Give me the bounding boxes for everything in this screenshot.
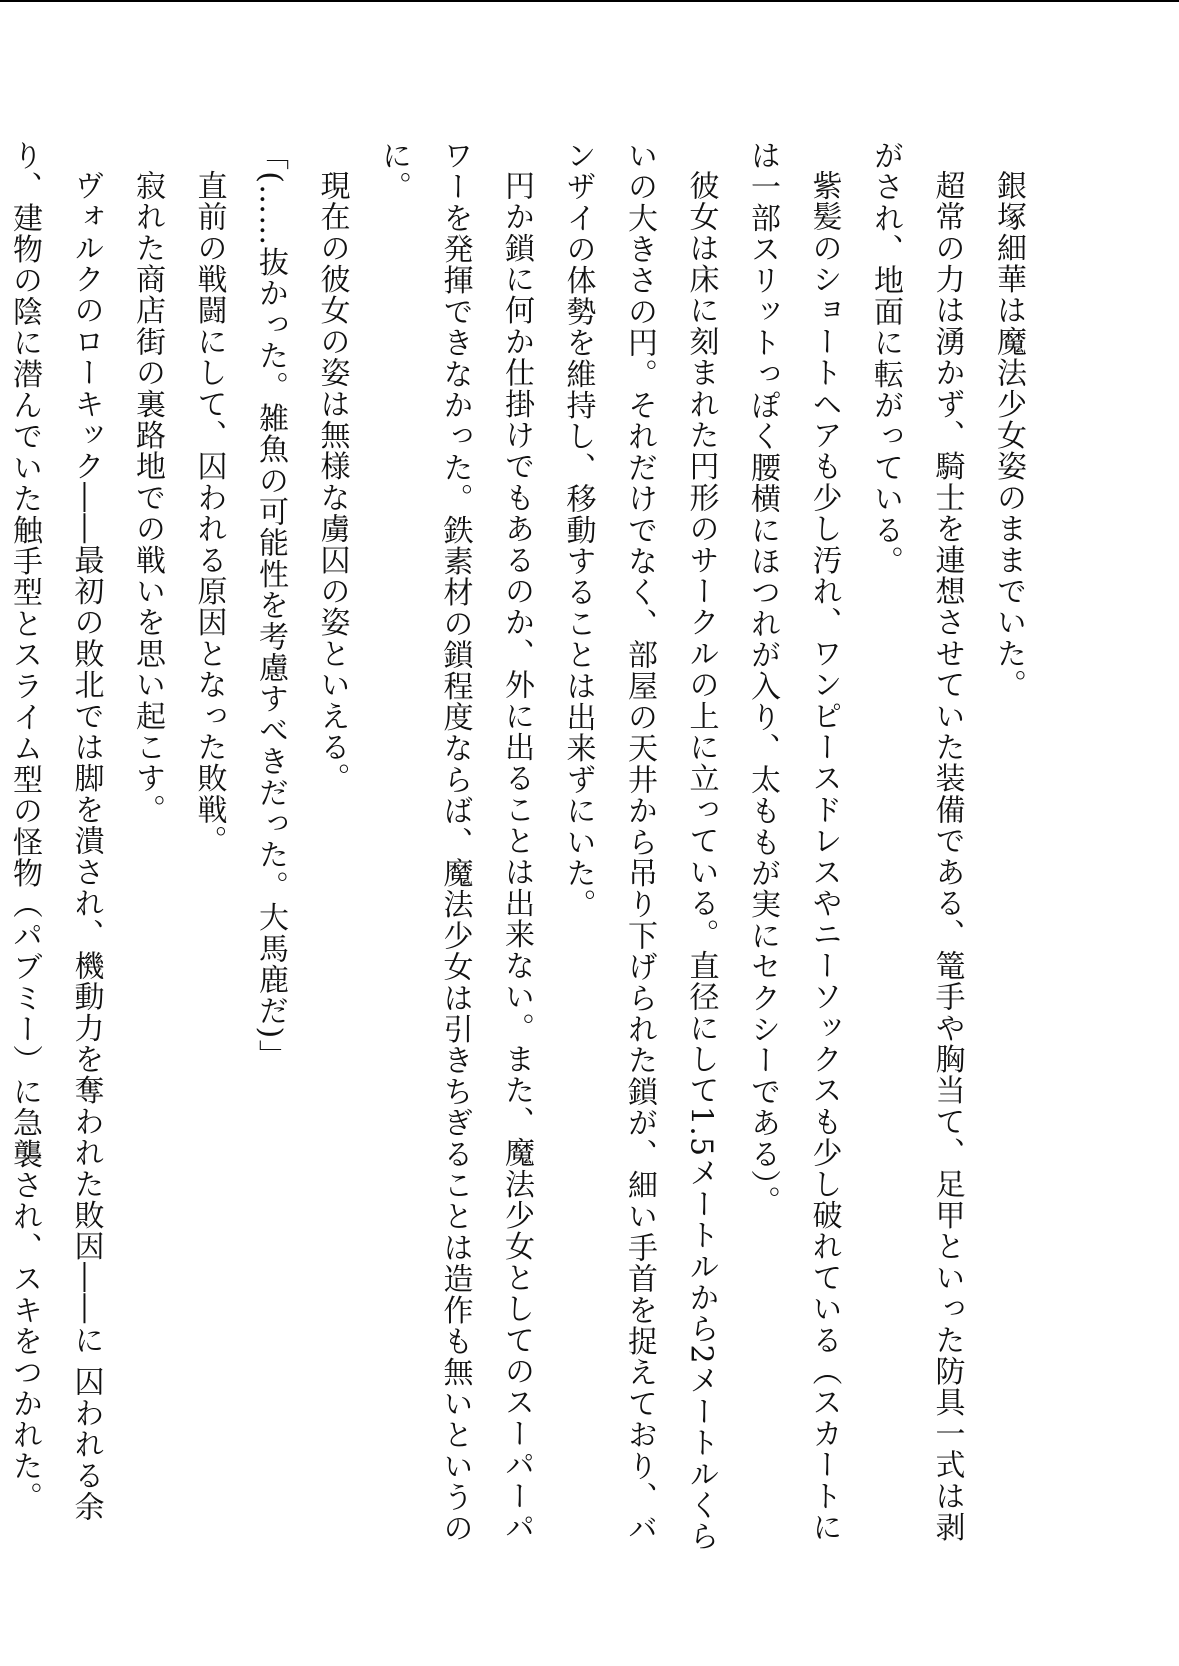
paragraph: 彼女は床に刻まれた円形のサークルの上に立っている。直径にして1.5メートルから2メートルくらいの大きさの円。それだけでなく、部屋の天井から吊り下げられた鎖が、細い手首を捉えており、バンザイの体勢を維持し、移動することは出来ずにいた。 — [560, 140, 719, 1552]
paragraph: ヴォルクのローキック――最初の敗北では脚を潰され、機動力を奪われた敗因――に 囚われる余り、建物の陰に潜んでいた触手型とスライム型の怪物（パブミー）に急襲され、スキをつかれた。 — [7, 140, 104, 1523]
dialogue-line: 「(……抜かった。雑魚の可能性を考慮すべきだった。大馬鹿だ)」 — [253, 140, 288, 1071]
vertical-text-body — [0, 140, 1039, 1560]
paragraph: 紫髪のショートヘアも少し汚れ、ワンピースドレスやニーソックスも少し破れている（スカートには一部スリットっぽく腰横にほつれが入り、太ももが実にセクシーである）。 — [745, 140, 842, 1543]
paragraph: 銀塚細華は魔法少女姿のままでいた。 — [991, 170, 1026, 701]
paragraph: 円か鎖に何か仕掛けでもあるのか、外に出ることは出来ない。また、魔法少女としてのスーパーパワーを発揮できなかった。鉄素材の鎖程度ならば、魔法少女は引きちぎることは造作も無いというのに。 — [376, 140, 534, 1544]
paragraph: 超常の力は湧かず、騎士を連想させていた装備である、篭手や胸当て、足甲といった防具一式は剥がされ、地面に転がっている。 — [868, 140, 965, 1543]
paragraph: 寂れた商店街の裏路地での戦いを思い起こす。 — [130, 170, 165, 826]
paragraph: 現在の彼女の姿は無様な虜囚の姿といえる。 — [314, 170, 350, 794]
paragraph: 直前の戦闘にして、囚われる原因となった敗戦。 — [191, 170, 227, 857]
